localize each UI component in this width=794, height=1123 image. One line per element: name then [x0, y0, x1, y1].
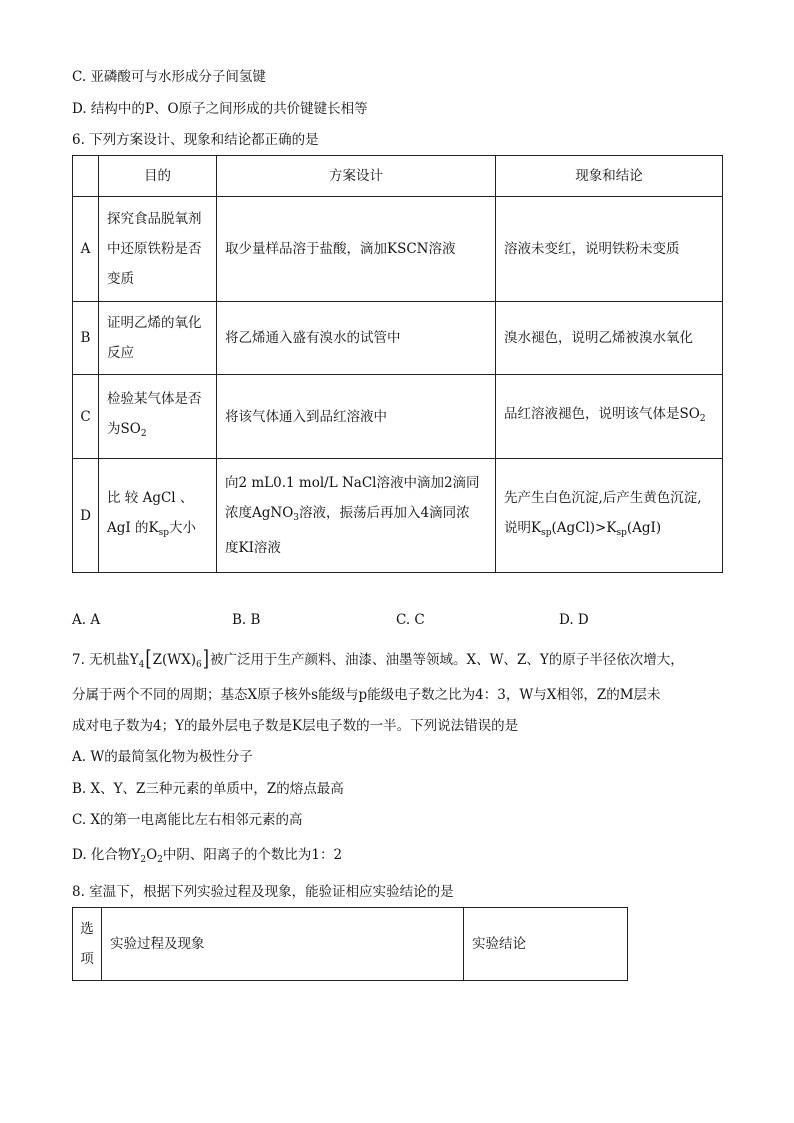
q6-row-a-purpose-l2: 中还原铁粉是否 [107, 241, 202, 257]
q6-choice-d: D. D [559, 612, 589, 628]
q8-header-option-l2: 项 [80, 951, 94, 967]
q6-row-a-purpose [99, 197, 217, 302]
q6-row-c-result [496, 375, 723, 459]
q7-bracket-open: [ [145, 645, 152, 672]
q7-line1: 7. 无机盐$Y_4[Z(WX)_6]$被广泛用于生产颜料、油漆、油墨等领域。X、W、Z、Y的原子半径依次增大， [72, 645, 684, 672]
q8-header-option [73, 908, 102, 981]
q6-row-c-purpose-l2-text: 为SO [107, 421, 141, 437]
q6-row-d-design-l2 [225, 498, 487, 533]
q6-row-d-purpose-l2-sub: sp [158, 528, 169, 538]
q8-table [72, 907, 628, 981]
q6-row-c-purpose-l1: 检验某气体是否 [107, 391, 202, 407]
q6-row-c-result-sub: 2 [699, 414, 706, 424]
q6-row-c-design: 将该气体通入到品红溶液中 [217, 375, 496, 459]
q6-row-d-purpose-l2-post: 大小 [169, 520, 196, 536]
q7-option-d-sub1: 2 [140, 855, 147, 865]
q8-header-process: 实验过程及现象 [102, 908, 464, 981]
q6-row-d-purpose-l2 [107, 513, 208, 548]
q6-row-d-result-l1: 先产生白色沉淀,后产生黄色沉淀, [504, 490, 702, 506]
q6-row-a-design: 取少量样品溶于盐酸，滴加KSCN溶液 [217, 197, 496, 302]
q6-row-c [73, 375, 723, 459]
q6-row-d-design-l2-post: 溶液，振荡后再加入4滴同浓 [299, 505, 470, 521]
q7-option-b: B. X、Y、Z三种元素的单质中，Z的熔点最高 [72, 781, 344, 797]
q6-row-d-design-l1: 向2 mL0.1 mol/L NaCl溶液中滴加2滴同 [225, 475, 480, 491]
q7-option-c: C. X的第一电离能比左右相邻元素的高 [72, 812, 303, 828]
q7-bracket-close: ] [202, 645, 210, 672]
q6-row-d-result-l2-b: sp [541, 528, 552, 538]
q6-header-blank [73, 156, 99, 197]
q6-row-d-design-l2-sub: 3 [293, 513, 300, 523]
q6-row-d-option: D [73, 459, 99, 573]
q6-row-d-purpose-l1: 比 较 AgCl 、 [107, 490, 194, 506]
q7-formula-wx: WX [167, 652, 191, 668]
q6-row-a-option: A [73, 197, 99, 302]
q6-row-d-purpose [99, 459, 217, 573]
q7-formula-sub4: 4 [138, 660, 145, 670]
q6-row-d-design-l3: 度KI溶液 [225, 540, 281, 556]
q6-choice-b: B. B [232, 612, 261, 628]
q6-row-b-purpose-l1: 证明乙烯的氧化 [107, 315, 202, 331]
q7-option-d-pre: D. 化合物Y [72, 847, 141, 863]
q6-row-c-purpose-l2 [107, 414, 208, 449]
q7-option-d-sub2: 2 [157, 855, 163, 865]
q7-formula-y: Y [129, 652, 139, 668]
q5-option-d: D. 结构中的P、O原子之间形成的共价键键长相等 [72, 101, 368, 117]
q6-row-a-purpose-l1: 探究食品脱氧剂 [107, 211, 202, 227]
q6-row-a [73, 197, 723, 302]
q6-row-d-result-l2-e: (AgI) [626, 520, 662, 536]
q6-header-result: 现象和结论 [496, 156, 723, 197]
q6-header-design: 方案设计 [217, 156, 496, 197]
q7-line3: 成对电子数为4；Y的最外层电子数是K层电子数的一半。下列说法错误的是 [72, 718, 519, 734]
q6-table-header-row [73, 156, 723, 197]
q6-row-d-result-l2-c: (AgCl)>K [551, 520, 617, 536]
q5-option-c: C. 亚磷酸可与水形成分子间氢键 [72, 69, 266, 85]
q6-header-purpose: 目的 [99, 156, 217, 197]
q8-stem: 8. 室温下，根据下列实验过程及现象，能验证相应实验结论的是 [72, 884, 454, 900]
q8-header-conclusion: 实验结论 [464, 908, 628, 981]
q6-row-a-purpose-l3: 变质 [107, 271, 134, 287]
q6-row-d-purpose-l2-text: AgI 的K [107, 520, 159, 536]
q8-table-header-row [73, 908, 628, 981]
q8-header-option-l1: 选 [80, 921, 94, 937]
q7-line2: 分属于两个不同的周期；基态X原子核外s能级与p能级电子数之比为4：3，W与X相邻，Z的M层未 [72, 687, 661, 703]
q7-option-a: A. W的最简氢化物为极性分子 [72, 749, 253, 765]
q7-formula-z: Z [152, 652, 162, 668]
q7-number: 7. 无机盐 [72, 652, 130, 668]
q7-option-d-post: 中阴、阳离子的个数比为1：2 [162, 847, 343, 863]
q6-row-d-result [496, 459, 723, 573]
q6-row-b-purpose-l2: 反应 [107, 345, 134, 361]
q6-row-c-purpose-l2-sub: 2 [140, 429, 147, 439]
q6-choice-a: A. A [72, 612, 101, 628]
q6-row-d-result-l2-a: 说明K [504, 520, 542, 536]
q6-row-d-result-l2-d: sp [616, 528, 627, 538]
q7-rest1: 被广泛用于生产颜料、油漆、油墨等领域。X、W、Z、Y的原子半径依次增大， [210, 652, 684, 668]
q6-row-d [73, 459, 723, 573]
q6-choice-c: C. C [396, 612, 425, 628]
q6-row-d-design-l2-text: 浓度AgNO [225, 505, 294, 521]
q6-row-c-purpose [99, 375, 217, 459]
q7-option-d [72, 846, 342, 869]
q6-row-c-option: C [73, 375, 99, 459]
q6-row-b-option: B [73, 302, 99, 375]
q6-row-b-result: 溴水褪色，说明乙烯被溴水氧化 [496, 302, 723, 375]
q6-row-b-purpose [99, 302, 217, 375]
q6-row-d-design [217, 459, 496, 573]
q7-formula-sub6: 6 [196, 660, 202, 670]
q6-row-c-result-text: 品红溶液褪色，说明该气体是SO [504, 406, 700, 422]
q7-option-d-mid: O [146, 847, 158, 863]
q6-row-a-result: 溶液未变红，说明铁粉未变质 [496, 197, 723, 302]
q6-row-b-design: 将乙烯通入盛有溴水的试管中 [217, 302, 496, 375]
q6-stem: 6. 下列方案设计、现象和结论都正确的是 [72, 132, 319, 148]
q6-row-d-result-l2 [504, 513, 714, 548]
q6-table [72, 155, 723, 573]
q6-row-b [73, 302, 723, 375]
